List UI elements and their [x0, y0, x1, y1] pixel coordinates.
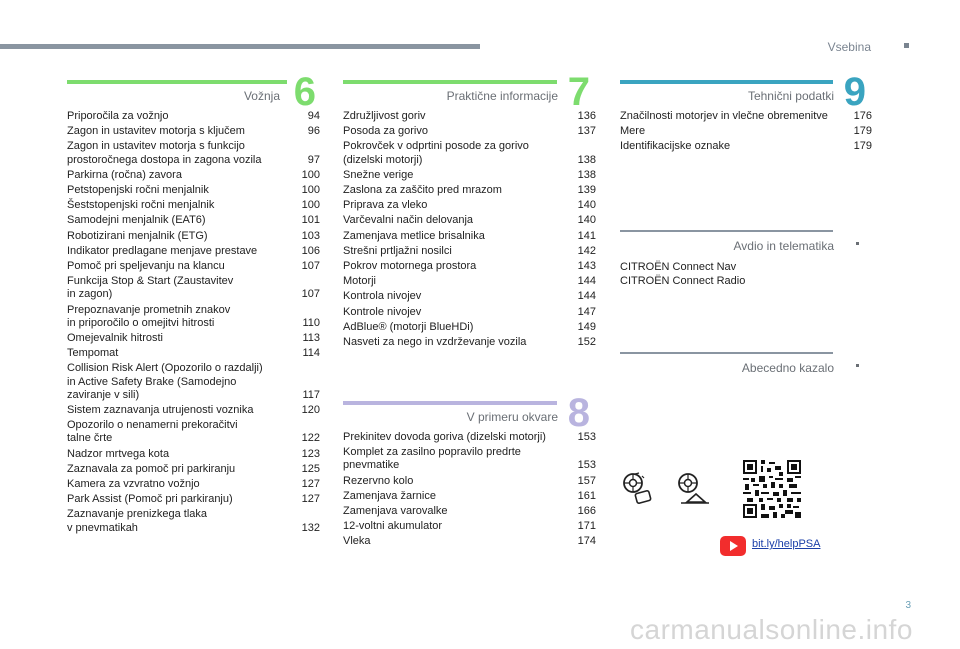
- toc-entry-page: 179: [853, 140, 872, 153]
- toc-entry-title: Zagon in ustavitev motorja s funkcijo prostoročnega dostopa in zagona vozila: [67, 140, 262, 166]
- toc-entry-page: 113: [302, 332, 320, 345]
- toc-entry[interactable]: [343, 245, 596, 258]
- toc-entry-title: Zamenjava žarnice: [343, 489, 436, 502]
- section-7-title: Praktične informacije: [446, 89, 558, 103]
- toc-entry-page: 97: [307, 153, 320, 166]
- toc-entry-page: 139: [577, 184, 596, 197]
- toc-entry-title: Robotizirani menjalnik (ETG): [67, 229, 208, 242]
- toc-entry[interactable]: [67, 404, 320, 417]
- section-9-number: 9: [843, 70, 866, 114]
- toc-entry-page: 143: [577, 260, 596, 273]
- toc-entry[interactable]: [343, 290, 596, 303]
- toc-entry[interactable]: [620, 125, 872, 138]
- section-index-marker: [856, 364, 859, 367]
- toc-entry-page: 176: [853, 110, 872, 122]
- toc-entry-page: 120: [301, 404, 320, 417]
- toc-entry[interactable]: [67, 304, 320, 330]
- toc-entry[interactable]: [343, 125, 596, 138]
- toc-entry-page: 123: [301, 447, 320, 460]
- section-audio-marker: [856, 242, 859, 245]
- toc-entry-page: 107: [301, 288, 320, 301]
- toc-entry-page: 94: [307, 110, 320, 122]
- toc-entry-title: Zaslona za zaščito pred mrazom: [343, 184, 502, 197]
- section-index-title: Abecedno kazalo: [741, 361, 834, 375]
- toc-entry-page: 138: [577, 153, 596, 166]
- tire-jack-icon: [677, 472, 713, 513]
- toc-entry[interactable]: [343, 431, 596, 444]
- toc-entry[interactable]: [67, 448, 320, 461]
- section-audio: [620, 230, 872, 288]
- toc-entry-title: Zaznavanje prenizkega tlaka v pnevmatikah: [67, 508, 208, 534]
- toc-entry-title: Varčevalni način delovanja: [343, 214, 474, 227]
- toc-entry-title: Parkirna (ročna) zavora: [67, 168, 182, 181]
- toc-entry-page: 179: [853, 125, 872, 138]
- audio-item-radio: CITROËN Connect Radio: [620, 275, 746, 287]
- toc-entry[interactable]: [67, 260, 320, 273]
- toc-entry-page: 166: [577, 505, 596, 518]
- toc-entry-title: Nadzor mrtvega kota: [67, 447, 170, 460]
- section-9: [620, 70, 872, 156]
- toc-entry-title: Indikator predlagane menjave prestave: [67, 244, 258, 257]
- toc-entry-title: Omejevalnik hitrosti: [67, 332, 163, 345]
- toc-entry-title: Collision Risk Alert (Opozorilo o razdalji) in Active Safety Brake (Samodejno zaviranje v sili): [67, 362, 263, 401]
- toc-entry-title: Zamenjava metlice brisalnika: [343, 229, 485, 242]
- toc-entry[interactable]: [67, 199, 320, 212]
- toc-entry-title: Posoda za gorivo: [343, 125, 428, 138]
- toc-entry-page: 106: [301, 244, 320, 257]
- section-6-rule: [67, 80, 287, 84]
- toc-entry-page: 174: [577, 535, 596, 548]
- toc-entry-title: 12-voltni akumulator: [343, 520, 443, 533]
- toc-entry-title: Prekinitev dovoda goriva (dizelski motorji): [343, 431, 546, 443]
- toc-entry-page: 107: [301, 260, 320, 273]
- tire-repair-kit-icon: [622, 472, 658, 513]
- section-index-rule: [620, 352, 833, 354]
- toc-entry[interactable]: [343, 321, 596, 334]
- audio-item-nav: CITROËN Connect Nav: [620, 261, 737, 273]
- toc-entry-page: 138: [577, 168, 596, 181]
- toc-entry-title: Opozorilo o nenamerni prekoračitvi talne črte: [67, 419, 238, 445]
- toc-entry-page: 147: [577, 305, 596, 318]
- toc-entry[interactable]: [67, 184, 320, 197]
- toc-entry-title: Strešni prtljažni nosilci: [343, 244, 452, 257]
- toc-entry[interactable]: [620, 140, 872, 153]
- section-8: [343, 391, 596, 551]
- toc-entry[interactable]: [67, 214, 320, 227]
- toc-entry[interactable]: [67, 419, 320, 445]
- toc-entry[interactable]: [67, 140, 320, 166]
- youtube-icon[interactable]: [720, 536, 746, 556]
- toc-entry[interactable]: [67, 110, 320, 123]
- toc-entry-page: 132: [301, 521, 320, 534]
- section-7-number: 7: [567, 70, 590, 114]
- toc-entry[interactable]: [67, 362, 320, 402]
- toc-entry-title: Priprava za vleko: [343, 199, 428, 212]
- toc-entry-page: 127: [301, 493, 320, 506]
- toc-entry[interactable]: [67, 478, 320, 491]
- toc-entry-page: 103: [301, 229, 320, 242]
- toc-entry-page: 144: [577, 290, 596, 303]
- toc-entry-page: 157: [577, 474, 596, 487]
- toc-entry-page: 100: [301, 199, 320, 212]
- section-6-list: [67, 110, 320, 535]
- toc-entry[interactable]: [67, 230, 320, 243]
- qr-code-icon: [743, 460, 801, 523]
- toc-entry-title: Samodejni menjalnik (EAT6): [67, 214, 206, 227]
- page-number: 3: [905, 600, 911, 611]
- toc-entry-title: Petstopenjski ročni menjalnik: [67, 184, 209, 197]
- toc-entry-page: 125: [301, 462, 320, 475]
- toc-entry-title: Priporočila za vožnjo: [67, 110, 169, 122]
- section-7-rule: [343, 80, 557, 84]
- toc-entry-title: Zamenjava varovalke: [343, 505, 448, 518]
- section-audio-rule: [620, 230, 833, 232]
- toc-entry-page: 153: [577, 431, 596, 443]
- section-8-list: [343, 431, 596, 549]
- toc-entry[interactable]: [67, 332, 320, 345]
- toc-entry[interactable]: [67, 169, 320, 182]
- toc-entry-title: Pokrovček v odprtini posode za gorivo (dizelski motorji): [343, 140, 529, 166]
- toc-entry[interactable]: [343, 199, 596, 212]
- toc-entry-title: Zaznavala za pomoč pri parkiranju: [67, 462, 236, 475]
- watermark: carmanualsonline.info: [630, 614, 913, 645]
- toc-entry-title: Kamera za vzvratno vožnjo: [67, 478, 200, 491]
- toc-entry-title: Mere: [620, 125, 646, 138]
- toc-entry[interactable]: [67, 275, 320, 301]
- toc-entry-page: 101: [301, 214, 320, 227]
- toc-entry-title: Kontrola nivojev: [343, 290, 422, 303]
- toc-entry-page: 136: [577, 110, 596, 122]
- toc-entry-page: 140: [577, 214, 596, 227]
- toc-entry[interactable]: [343, 446, 596, 472]
- toc-entry-page: 141: [577, 229, 596, 242]
- toc-entry-title: Šeststopenjski ročni menjalnik: [67, 199, 215, 212]
- toc-entry-page: 117: [302, 388, 320, 401]
- section-audio-title: Avdio in telematika: [733, 239, 834, 253]
- section-9-rule: [620, 80, 833, 84]
- toc-entry[interactable]: [67, 508, 320, 534]
- section-6-title: Vožnja: [243, 89, 280, 103]
- header-marker: [904, 43, 909, 48]
- toc-entry-title: Vleka: [343, 535, 371, 548]
- toc-entry-page: 96: [307, 125, 320, 138]
- toc-entry-title: Funkcija Stop & Start (Zaustavitev in zagon): [67, 275, 234, 301]
- toc-entry-title: Kontrole nivojev: [343, 305, 422, 318]
- top-decorative-bar: [0, 44, 480, 49]
- section-8-number: 8: [567, 391, 590, 435]
- section-6: [67, 70, 320, 537]
- section-8-title: V primeru okvare: [466, 410, 558, 424]
- toc-entry[interactable]: [343, 140, 596, 166]
- toc-entry[interactable]: [343, 505, 596, 518]
- toc-entry-page: 137: [577, 125, 596, 138]
- section-8-rule: [343, 401, 557, 405]
- section-index: [620, 352, 872, 382]
- toc-entry-title: Sistem zaznavanja utrujenosti voznika: [67, 404, 254, 417]
- toc-entry-page: 152: [577, 336, 596, 349]
- section-6-number: 6: [293, 70, 316, 114]
- toc-entry[interactable]: [343, 275, 596, 288]
- toc-entry-page: 161: [577, 489, 596, 502]
- toc-entry[interactable]: [343, 520, 596, 533]
- section-label: Vsebina: [827, 40, 871, 54]
- toc-entry-title: Komplet za zasilno popravilo predrte pnevmatike: [343, 446, 521, 472]
- toc-entry-title: Park Assist (Pomoč pri parkiranju): [67, 493, 233, 506]
- toc-entry-page: 140: [577, 199, 596, 212]
- toc-entry-title: Identifikacijske oznake: [620, 140, 731, 153]
- toc-entry-page: 144: [577, 275, 596, 288]
- toc-entry-title: Pokrov motornega prostora: [343, 260, 477, 273]
- toc-entry-title: Prepoznavanje prometnih znakov in priporočilo o omejitvi hitrosti: [67, 303, 231, 329]
- toc-entry-title: Značilnosti motorjev in vlečne obremenitve: [620, 110, 828, 122]
- toc-entry-page: 149: [577, 320, 596, 333]
- toc-entry-title: Rezervno kolo: [343, 474, 414, 487]
- toc-entry-page: 171: [577, 520, 596, 533]
- section-7-list: [343, 110, 596, 349]
- toc-entry-page: 142: [577, 244, 596, 257]
- toc-entry[interactable]: [67, 347, 320, 360]
- toc-entry[interactable]: [620, 110, 872, 123]
- toc-entry[interactable]: [343, 306, 596, 319]
- toc-entry-title: Združljivost goriv: [343, 110, 426, 122]
- toc-entry[interactable]: [67, 493, 320, 506]
- toc-entry-page: 153: [577, 459, 596, 472]
- help-link[interactable]: bit.ly/helpPSA: [752, 538, 821, 550]
- toc-entry[interactable]: [343, 214, 596, 227]
- toc-entry-title: Nasveti za nego in vzdrževanje vozila: [343, 336, 527, 349]
- toc-entry[interactable]: [343, 230, 596, 243]
- toc-entry[interactable]: [67, 245, 320, 258]
- toc-entry-title: AdBlue® (motorji BlueHDi): [343, 320, 474, 333]
- toc-entry[interactable]: [343, 169, 596, 182]
- section-9-list: [620, 110, 872, 154]
- section-9-title: Tehnični podatki: [747, 89, 834, 103]
- toc-entry[interactable]: [67, 125, 320, 138]
- toc-entry[interactable]: [343, 260, 596, 273]
- toc-entry-page: 100: [301, 168, 320, 181]
- toc-entry[interactable]: [343, 184, 596, 197]
- toc-entry[interactable]: [343, 110, 596, 123]
- toc-entry[interactable]: [343, 490, 596, 503]
- toc-entry[interactable]: [343, 535, 596, 548]
- toc-entry-title: Tempomat: [67, 347, 119, 360]
- section-7: [343, 70, 596, 351]
- toc-entry[interactable]: [343, 475, 596, 488]
- toc-entry[interactable]: [67, 463, 320, 476]
- toc-entry-page: 122: [301, 432, 320, 445]
- toc-entry-page: 127: [301, 478, 320, 491]
- toc-entry-page: 100: [301, 184, 320, 197]
- toc-entry-page: 114: [302, 347, 320, 360]
- toc-entry-title: Motorji: [343, 275, 377, 288]
- toc-entry-title: Pomoč pri speljevanju na klancu: [67, 260, 225, 273]
- toc-entry-title: Snežne verige: [343, 168, 414, 181]
- toc-entry[interactable]: [343, 336, 596, 349]
- toc-entry-page: 110: [302, 316, 320, 329]
- toc-entry-title: Zagon in ustavitev motorja s ključem: [67, 125, 245, 138]
